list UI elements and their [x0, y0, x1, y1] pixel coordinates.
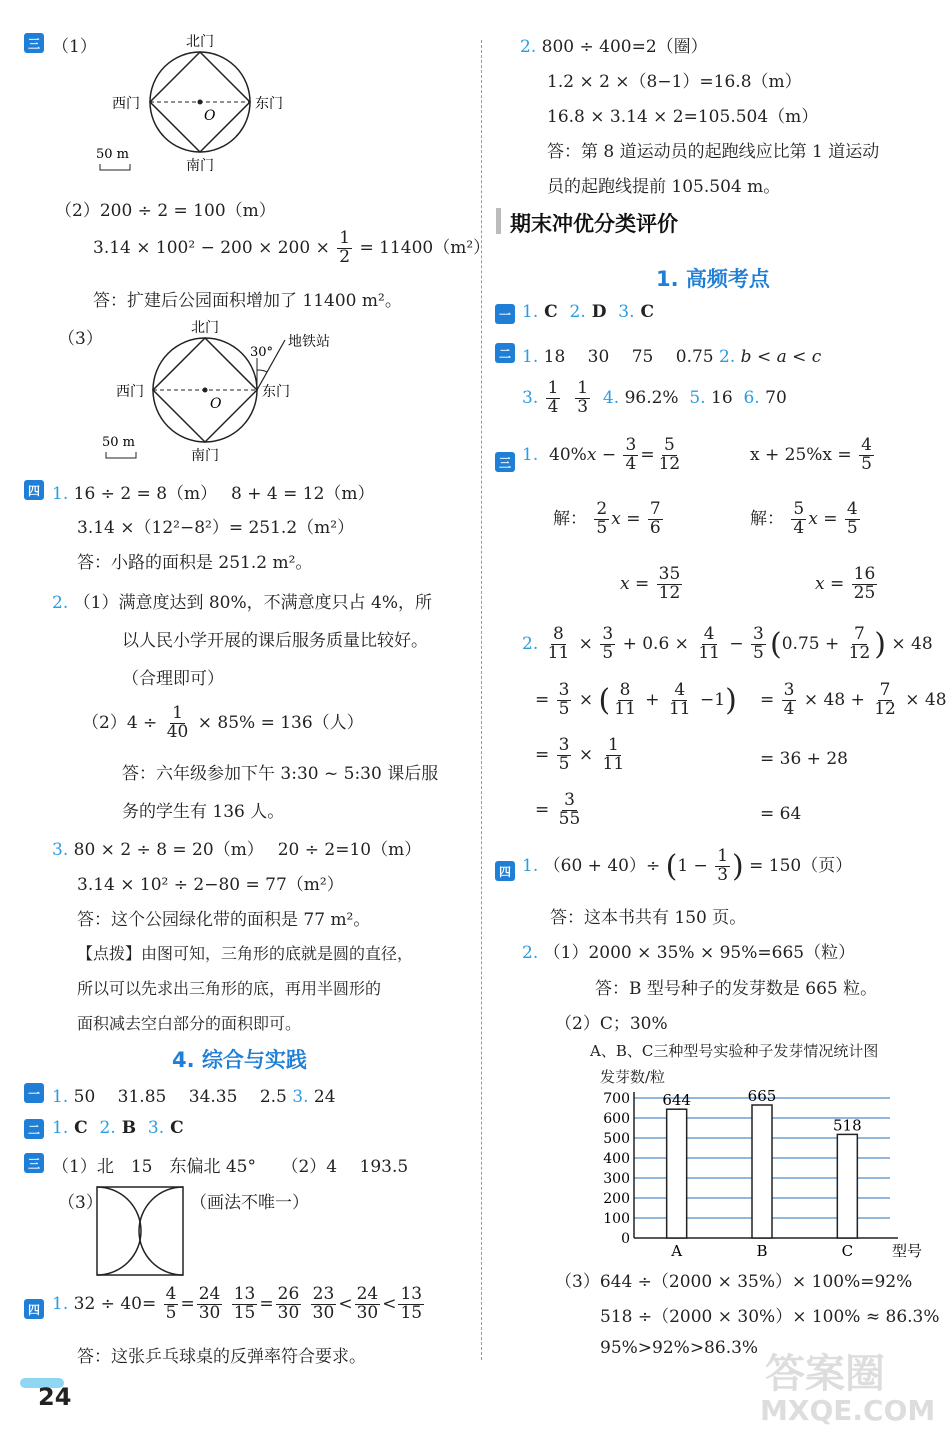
q4-1-line1: 1. 16 ÷ 2 = 8（m） 8 + 4 = 12（m）: [52, 484, 375, 504]
r-d2-line5: 95%>92%>86.3%: [600, 1338, 759, 1358]
q3-1-label: （1）: [52, 37, 97, 57]
fig1-north: 北门: [186, 34, 214, 50]
fig2-south: 南门: [191, 448, 219, 464]
fig2-east: 东门: [262, 384, 290, 400]
q4-2-line4: （2）4 ÷ $\frac{1}{40}$ × 85% = 136（人）: [82, 703, 364, 742]
eq1-right-result: x = $\frac{16}{25}$: [815, 564, 876, 603]
section-badge-1b: 一: [24, 1083, 44, 1103]
chart-ylabel: 发芽数/粒: [600, 1068, 666, 1086]
data-label-A: 644: [662, 1091, 691, 1110]
q4-1-answer: 答：小路的面积是 251.2 m²。: [77, 553, 313, 573]
r-d2-answer: 答：B 型号种子的发芽数是 665 粒。: [595, 979, 878, 999]
eq1-right: x + 25%x = $\frac{4}{5}$: [750, 435, 872, 474]
s4-q4-line: 1. 32 ÷ 40= $\frac{4}{5}$ = $\frac{24}{30}$ $\frac{13}{15}$ = $\frac{26}{30}$ $\frac{23}{30}$ < $\frac{24}{30}$ < $\frac{13}{15}$: [52, 1284, 423, 1323]
r2-line1: 2. 800 ÷ 400=2（圈）: [520, 37, 708, 57]
r-d2-line3: （3）644 ÷（2000 × 35%）× 100%=92%: [555, 1272, 913, 1292]
germination-bar-chart: [590, 1087, 923, 1268]
s4-q3-note: （画法不唯一）: [190, 1193, 309, 1213]
x-tick-label-B: B: [756, 1242, 768, 1260]
eq1-left: 1. 40%x − $\frac{3}{4}$ = $\frac{5}{12}$: [522, 435, 681, 474]
eq2-line4-left: = $\frac{3}{55}$: [535, 790, 581, 829]
r-b-row1: 1. 18 30 75 0.75 2. b < a < c: [522, 347, 822, 367]
r-badge-4: 四: [495, 861, 515, 881]
tip-line3: 面积减去空白部分的面积即可。: [77, 1014, 302, 1033]
bar-A: [667, 1109, 687, 1238]
section-title-1: 1. 高频考点: [656, 267, 770, 291]
section-badge-3b: 三: [24, 1153, 44, 1173]
q3-2-answer: 答：扩建后公园面积增加了 11400 m²。: [93, 291, 402, 311]
r2-answer1: 答：第 8 道运动员的起跑线应比第 1 道运动: [547, 142, 880, 162]
block-title: 期末冲优分类评价: [510, 212, 678, 236]
watermark-logo: 答案圈: [765, 1351, 885, 1397]
eq2-line2-left: = $\frac{3}{5}$ × ( $\frac{8}{11}$ + $\frac{4}{11}$ −1): [535, 680, 737, 719]
fig1-south: 南门: [186, 158, 214, 174]
r2-line2: 1.2 × 2 ×（8−1）=16.8（m）: [547, 72, 802, 92]
section-badge-4b: 四: [24, 1299, 44, 1319]
fraction-1-40: $\frac{1}{40}$: [166, 703, 189, 742]
eq2-line4-right: = 64: [760, 804, 802, 824]
y-tick-label: 100: [603, 1211, 630, 1227]
s4-q3: （1）北 15 东偏北 45° （2）4 193.5: [52, 1157, 409, 1177]
x-tick-label-C: C: [841, 1242, 854, 1260]
y-tick-label: 700: [603, 1091, 630, 1107]
fig1-scale: 50 m: [96, 147, 130, 162]
y-tick-label: 600: [603, 1111, 630, 1127]
data-label-C: 518: [833, 1116, 862, 1135]
fig2-angle: 30°: [250, 345, 274, 360]
r2-answer2: 员的起跑线提前 105.504 m。: [547, 177, 781, 197]
q3-2-line1: （2）200 ÷ 2 = 100（m）: [55, 201, 276, 221]
s4-q1: 1. 50 31.85 34.35 2.5 3. 24: [52, 1087, 336, 1107]
y-tick-label: 500: [603, 1131, 630, 1147]
r-badge-2: 二: [495, 343, 515, 363]
eq2-line2-right: = $\frac{3}{4}$ × 48 + $\frac{7}{12}$ × 48: [760, 680, 947, 719]
y-tick-label: 200: [603, 1191, 630, 1207]
section-badge-3: 三: [24, 33, 44, 53]
s4-q4-answer: 答：这张乒乓球桌的反弹率符合要求。: [77, 1347, 366, 1367]
tip-line2: 所以可以先求出三角形的底，再用半圆形的: [77, 979, 382, 998]
eq2-line3-left: = $\frac{3}{5}$ × $\frac{1}{11}$: [535, 735, 625, 774]
eq2-line3-right: = 36 + 28: [760, 749, 848, 769]
q3-3-label: （3）: [58, 329, 103, 349]
watermark-url: MXQE.COM: [760, 1394, 936, 1427]
tip-line1: 【点拨】由图可知，三角形的底就是圆的直径，: [77, 944, 414, 963]
section-badge-2b: 二: [24, 1119, 44, 1139]
r-d2-line2: （2）C；30%: [555, 1014, 668, 1034]
fig2-center: O: [210, 396, 222, 412]
q4-2-line1: 2. （1）满意度达到 80%，不满意度只占 4%，所: [52, 593, 433, 613]
r-badge-1: 一: [495, 304, 515, 324]
fig2-west: 西门: [116, 384, 144, 400]
fig2-north: 北门: [191, 320, 219, 336]
data-label-B: 665: [747, 1087, 777, 1105]
eq1-left-step1: 解： $\frac{2}{5}$ x = $\frac{7}{6}$: [553, 499, 661, 538]
q4-2-answer2: 务的学生有 136 人。: [122, 802, 285, 822]
eq2-line1-left: 2. $\frac{8}{11}$ × $\frac{3}{5}$ + 0.6 × $\frac{4}{11}$ − $\frac{3}{5}$: [522, 624, 764, 663]
q4-2-line3: （合理即可）: [122, 669, 224, 689]
fraction-half: $\frac{1}{2}$: [339, 228, 351, 267]
r-b-row2: 3. $\frac{1}{4}$ $\frac{1}{3}$ 4. 96.2% 5. 16 6. 70: [522, 378, 787, 417]
park-figure-1: [96, 30, 310, 180]
fig2-station: 地铁站: [288, 334, 330, 350]
s4-q3-3-label: （3）: [58, 1193, 103, 1213]
page-number: 24: [38, 1383, 72, 1411]
q4-3-line1: 3. 80 × 2 ÷ 8 = 20（m） 20 ÷ 2=10（m）: [52, 840, 422, 860]
block-title-bar: [496, 208, 501, 234]
eq2-line1-right: (0.75 + $\frac{7}{12}$ ) × 48: [770, 624, 933, 663]
r-d1-answer: 答：这本书共有 150 页。: [550, 908, 747, 928]
square-arc-figure: [96, 1186, 186, 1278]
fig1-west: 西门: [112, 96, 140, 112]
q4-3-answer: 答：这个公园绿化带的面积是 77 m²。: [77, 910, 371, 930]
section-badge-4: 四: [24, 480, 44, 500]
y-tick-label: 0: [621, 1231, 630, 1247]
q4-2-line2: 以人民小学开展的课后服务质量比较好。: [122, 631, 428, 651]
fig2-scale: 50 m: [102, 435, 136, 450]
r-d1-line: 1. （60 + 40）÷ (1 − $\frac{1}{3}$ ) = 150（页）: [522, 846, 853, 885]
q3-2-line2: 3.14 × 100² − 200 × 200 × $\frac{1}{2}$ = 11400（m²）: [93, 228, 491, 267]
bar-C: [837, 1134, 857, 1238]
r2-line3: 16.8 × 3.14 × 2=105.504（m）: [547, 107, 819, 127]
bar-B: [752, 1105, 772, 1238]
chart-title: A、B、C三种型号实验种子发芽情况统计图: [590, 1042, 879, 1060]
section-title-4: 4. 综合与实践: [172, 1048, 307, 1072]
q4-2-answer1: 答：六年级参加下午 3:30 ~ 5:30 课后服: [122, 764, 439, 784]
eq1-right-step1: 解： $\frac{5}{4}$ x = $\frac{4}{5}$: [750, 499, 858, 538]
y-tick-label: 300: [603, 1171, 630, 1187]
r-a-row: 1. C 2. D 3. C: [522, 302, 654, 322]
s4-q2: 1. C 2. B 3. C: [52, 1118, 184, 1138]
y-tick-label: 400: [603, 1151, 630, 1167]
r-d2-line1: 2. （1）2000 × 35% × 95%=665（粒）: [522, 943, 856, 963]
x-tick-label-A: A: [671, 1242, 683, 1260]
park-figure-2: [100, 318, 360, 468]
eq1-left-result: x = $\frac{35}{12}$: [620, 564, 681, 603]
fig1-east: 东门: [255, 96, 283, 112]
r-badge-3: 三: [495, 452, 515, 472]
fig1-center: O: [204, 108, 216, 124]
q4-1-line2: 3.14 ×（12²−8²）= 251.2（m²）: [77, 518, 355, 538]
r-d2-line4: 518 ÷（2000 × 30%）× 100% ≈ 86.3%: [600, 1307, 940, 1327]
q4-3-line2: 3.14 × 10² ÷ 2−80 = 77（m²）: [77, 875, 344, 895]
x-axis-label: 型号: [892, 1242, 923, 1260]
